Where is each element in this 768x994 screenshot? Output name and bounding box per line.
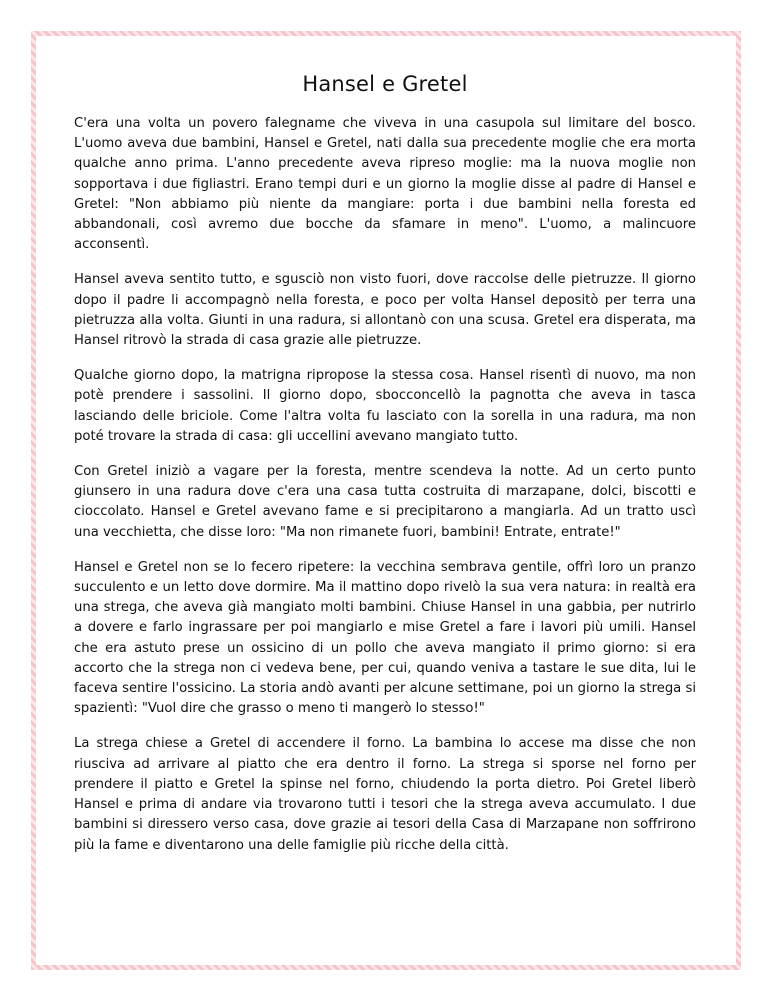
paragraph-2: Hansel aveva sentito tutto, e sgusciò non visto fuori, dove raccolse delle pietruzze. Il giorno dopo il padre li accompagnò nella foresta, e poco per volta Hansel depositò per terra una pietruzza alla volta. Giunti in una radura, si allontanò con una scusa. Gretel era disperata, ma Hansel ritrovò la strada di casa grazie alle pietruzze. [74, 272, 696, 349]
paragraph-5: Hansel e Gretel non se lo fecero ripetere: la vecchina sembrava gentile, offrì loro un pranzo succulento e un letto dove dormire. Ma il mattino dopo rivelò la sua vera natura: in realtà era una strega, che aveva già mangiato molti bambini. Chiuse Hansel in una gabbia, per nutrirlo a dovere e farlo ingrassare per poi mangiarlo e mise Gretel a fare i lavori più umili. Hansel che era astuto prese un ossicino di un pollo che aveva mangiato il primo giorno: si era accorto che la strega non ci vedeva bene, per cui, quando veniva a tastare le sue dita, lui le faceva sentire l'ossicino. La storia andò avanti per alcune settimane, poi un giorno la strega si spazientì: "Vuol dire che grasso o meno ti mangerò lo stesso!" [74, 559, 696, 717]
paragraph-3: Qualche giorno dopo, la matrigna ripropose la stessa cosa. Hansel risentì di nuovo, ma non potè prendere i sassolini. Il giorno dopo, sbocconcellò la pagnotta che aveva in tasca lasciando delle briciole. Come l'altra volta fu lasciato con la sorella in una radura, ma non poté trovare la strada di casa: gli uccellini avevano mangiato tutto. [74, 368, 696, 444]
paragraph-6: La strega chiese a Gretel di accendere il forno. La bambina lo accese ma disse che non riusciva ad arrivare al piatto che era dentro il forno. La strega si sporse nel forno per prendere il piatto e Gretel la spinse nel forno, chiudendo la porta dietro. Poi Gretel liberò Hansel e prima di andare via trovarono tutti i tesori che la strega aveva accumulato. I due bambini si diressero verso casa, dove grazie ai tesori della Casa di Marzapane non soffrirono più la fame e diventarono una delle famiglie più ricche della città. [74, 736, 696, 853]
paragraph-4: Con Gretel iniziò a vagare per la foresta, mentre scendeva la notte. Ad un certo punto giunsero in una radura dove c'era una casa tutta costruita di marzapane, dolci, biscotti e cioccolato. Hansel e Gretel avevano fame e si precipitarono a mangiarla. Ad un tratto uscì una vecchietta, che disse loro: "Ma non rimanete fuori, bambini! Entrate, entrate!" [74, 464, 696, 540]
document-title: Hansel e Gretel [302, 72, 468, 96]
document-body [74, 72, 696, 871]
paragraph-1: C'era una volta un povero falegname che viveva in una casupola sul limitare del bosco. L'uomo aveva due bambini, Hansel e Gretel, nati dalla sua precedente moglie che era morta qualche anno prima. L'anno precedente aveva ripreso moglie: ma la nuova moglie non sopportava i due figliastri. Erano tempi duri e un giorno la moglie disse al padre di Hansel e Gretel: "Non abbiamo più niente da mangiare: porta i due bambini nella foresta ed abbandonali, così avremo due bocche da sfamare in meno". L'uomo, a malincuore acconsentì. [74, 116, 696, 253]
